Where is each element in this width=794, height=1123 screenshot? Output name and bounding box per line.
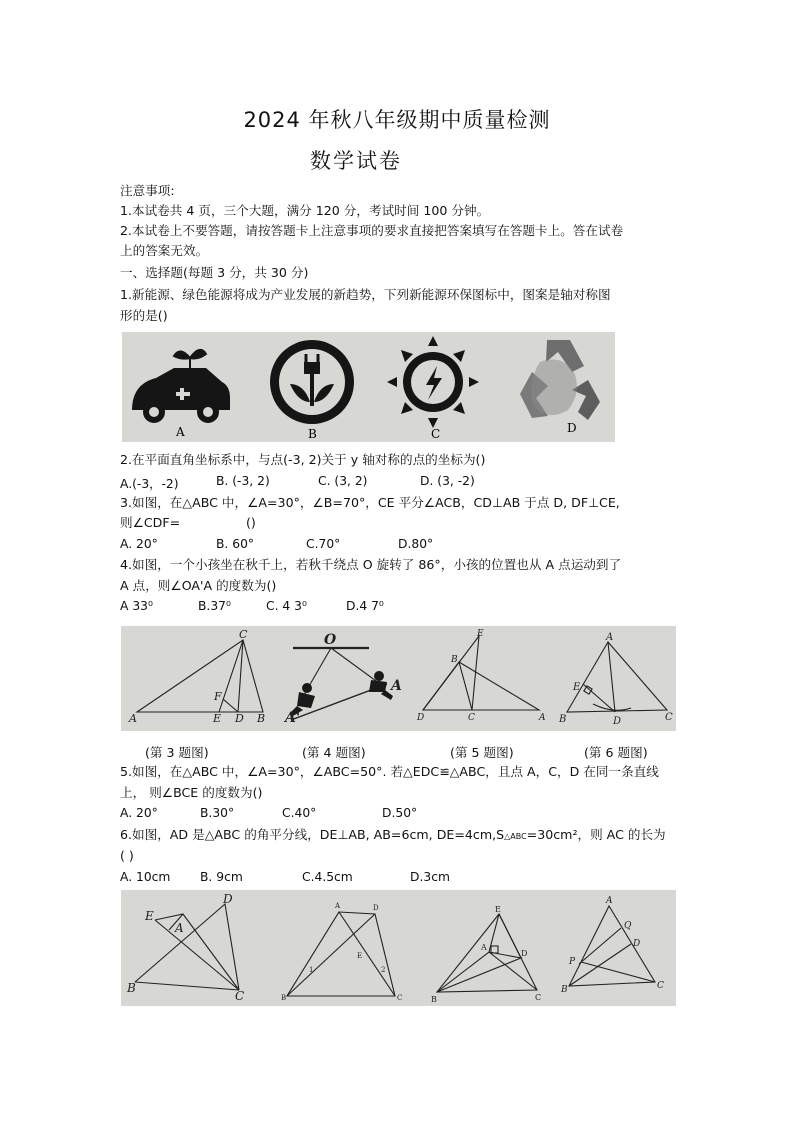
fig10-label-p: P [569,957,576,967]
notice-item-1: 1.本试卷共 4 页，三个大题，满分 120 分，考试时间 100 分钟。 [120,203,490,218]
fig4-label-a-prime: A' [285,710,301,726]
fig6-label-c: C [665,712,673,723]
eco-car-icon [132,350,230,423]
icon-label-d: D [567,421,577,435]
option-d: D.3cm [410,870,450,884]
fig8-label-b: B [281,994,287,1002]
fig5-label-d: D [417,713,425,723]
figures-row-1 [121,626,676,731]
fig10-label-c: C [657,981,664,991]
caption-fig-5: (第 5 题图) [450,745,514,760]
option-b: B. (-3, 2) [216,474,270,488]
notice-item-2: 2.本试卷上不要答题，请按答题卡上注意事项的要求直接把答案填写在答题卡上。答在试卷 [120,223,624,238]
question-5-text-cont: 上， 则∠BCE 的度数为() [120,785,263,800]
fig5-label-b: B [451,655,458,665]
fig4-label-o: O [324,632,337,648]
fig9-label-a: A [481,943,487,952]
exam-subtitle: 数学试卷 [310,149,402,173]
fig10-label-d: D [633,939,641,949]
sun-bolt-icon [387,336,479,428]
fig9-label-e: E [495,905,501,914]
question-4-text-cont: A 点，则∠OA'A 的度数为() [120,578,277,593]
fig3-label-e: E [213,712,222,725]
fig3-label-f: F [214,690,222,703]
recycle-icon [520,340,600,420]
option-b: B. 60° [216,537,255,551]
figures-row-1-panel [121,626,676,731]
exam-title: 2024 年秋八年级期中质量检测 [243,108,551,132]
question-3-text-cont: 则∠CDF= [120,515,181,530]
figure-5-triangles [423,636,539,710]
option-a: A. 10cm [120,870,171,884]
fig10-label-b: B [561,985,568,995]
question-1-icons-panel [122,332,615,442]
question-2-text: 2.在平面直角坐标系中，与点(-3, 2)关于 y 轴对称的点的坐标为() [120,452,486,467]
fig9-label-c: C [535,993,542,1002]
fig6-label-a: A [606,632,614,643]
figures-row-2 [121,890,676,1006]
question-1-icons [122,332,615,442]
child-on-swing-icon [289,671,393,716]
fig3-label-b: B [257,712,266,725]
fig8-label-1: 1 [309,966,314,974]
fig7-label-d: D [223,892,233,906]
fig5-label-e: E [477,629,484,639]
fig3-label-c: C [239,628,248,641]
section-heading: 一、选择题(每题 3 分，共 30 分) [120,265,309,280]
fig10-label-q: Q [624,921,632,931]
option-d: D. (3, -2) [420,474,475,488]
option-c: C. (3, 2) [318,474,368,488]
option-d: D.50° [382,806,418,820]
question-4-text: 4.如图，一个小孩坐在秋千上，若秋千绕点 O 旋转了 86°，小孩的位置也从 A 点运动到了 [120,557,622,572]
fig8-label-e: E [357,952,363,960]
option-c: C.4.5cm [302,870,353,884]
fig8-label-d: D [373,904,379,912]
option-a: A. 20° [120,806,158,820]
question-3-text: 3.如图，在△ABC 中，∠A=30°，∠B=70°，CE 平分∠ACB，CD⊥AB 于点 D, DF⊥CE, [120,495,620,510]
figure-6-triangle [567,642,667,712]
figures-row-2-panel [121,890,676,1006]
fig4-label-a: A [391,678,402,694]
fig3-label-a: A [129,712,137,725]
fig7-label-a: A [175,921,184,935]
caption-fig-4: (第 4 题图) [302,745,366,760]
option-a: A.(-3，-2) [120,477,179,491]
option-a: A 33⁰ [120,599,153,613]
figure-3-triangle [137,640,263,712]
figure-8-quadrilateral [287,912,395,996]
option-d: D.4 7⁰ [346,599,384,613]
option-d: D.80° [398,537,434,551]
fig10-label-a: A [606,896,613,906]
question-1-text-cont: 形的是() [120,308,168,323]
question-1-text: 1.新能源、绿色能源将成为产业发展的新趋势，下列新能源环保图标中，图案是轴对称图 [120,287,611,302]
fig7-label-b: B [127,981,136,995]
caption-fig-6: (第 6 题图) [584,745,648,760]
fig5-label-a: A [539,713,546,723]
figure-10-triangle [569,906,655,986]
option-c: C. 4 3⁰ [266,599,307,613]
caption-fig-3: (第 3 题图) [145,745,209,760]
icon-label-a: A [176,425,185,439]
fig6-label-e: E [573,682,581,693]
fig6-label-b: B [559,714,567,725]
notice-item-2-cont: 上的答案无效。 [120,243,209,258]
question-6-paren: ( ) [120,848,134,863]
question-5-text: 5.如图，在△ABC 中，∠A=30°，∠ABC=50°. 若△EDC≌△ABC，且点 A，C，D 在同一条直线 [120,764,659,779]
option-b: B.30° [200,806,235,820]
question-3-paren: () [246,515,256,530]
fig8-label-2: 2 [381,966,386,974]
fig9-label-b: B [431,995,437,1004]
fig7-label-e: E [145,909,154,923]
question-6-text: 6.如图，AD 是△ABC 的角平分线，DE⊥AB, AB=6cm, DE=4cm,S△ABC=30cm²，则 AC 的长为 [120,827,666,842]
fig9-label-d: D [521,949,528,958]
option-b: B.37⁰ [198,599,231,613]
icon-label-c: C [431,427,441,441]
fig5-label-c: C [468,713,475,723]
fig6-label-d: D [613,716,622,727]
fig7-label-c: C [235,989,245,1003]
notice-heading: 注意事项: [120,183,175,198]
option-c: C.70° [306,537,341,551]
plug-leaf-icon [270,340,354,424]
option-a: A. 20° [120,537,158,551]
icon-label-b: B [308,427,317,441]
fig3-label-d: D [235,712,244,725]
option-b: B. 9cm [200,870,243,884]
fig8-label-c: C [397,994,403,1002]
figure-4-swing [289,648,393,720]
option-c: C.40° [282,806,317,820]
fig8-label-a: A [335,902,341,910]
